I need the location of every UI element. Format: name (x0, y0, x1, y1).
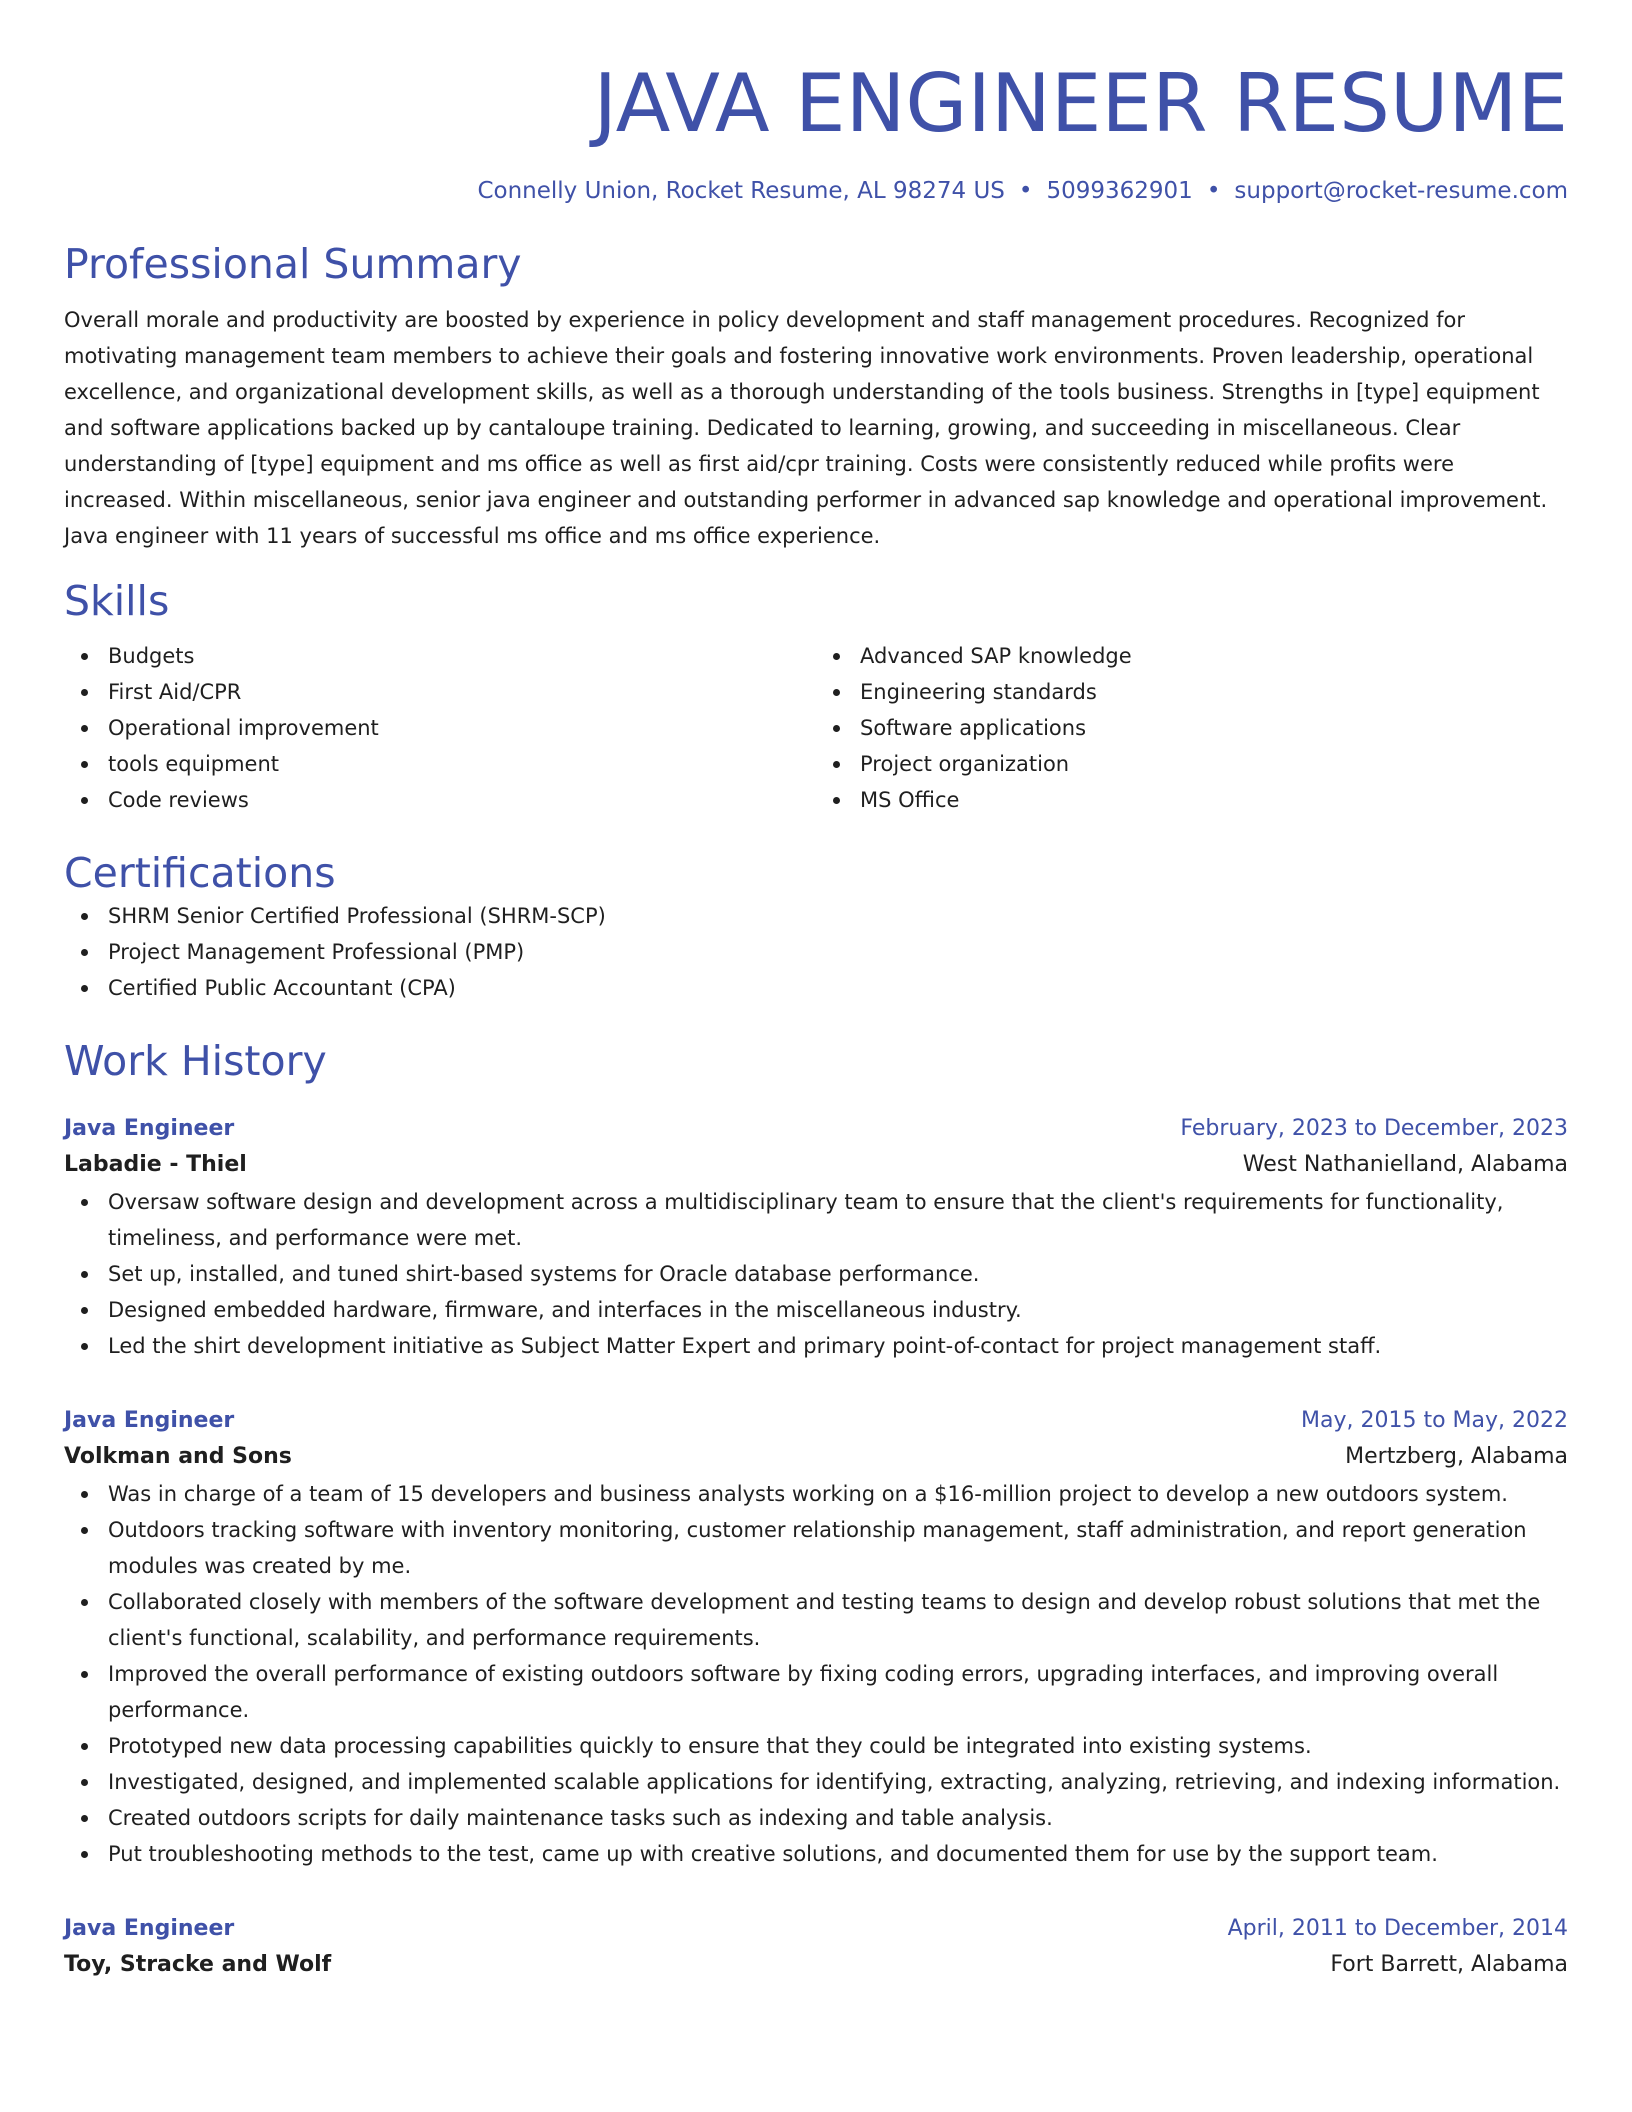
summary-text: Overall morale and productivity are boosted by experience in policy development and staff management procedures. Recognized for motivating management team members to achieve their goals and fostering innovative work environments. Proven leadership, operational excellence, and organizational development skills, as well as a thorough understanding of the tools business. Strengths in [type] equipment and software applications backed up by cantaloupe training. Dedicated to learning, growing, and succeeding in miscellaneous. Clear understanding of [type] equipment and ms office as well as first aid/cpr training. Costs were consistently reduced while profits were increased. Within miscellaneous, senior java engineer and outstanding performer in advanced sap knowledge and operational improvement. Java engineer with 11 years of successful ms office and ms office experience. (64, 308, 1548, 548)
skills-grid (64, 638, 1568, 818)
job-bullets (64, 1476, 1568, 1872)
job-company-row (64, 1946, 1568, 1984)
certifications-heading: Certifications (64, 849, 336, 897)
skill-item: Budgets (108, 638, 816, 674)
job-location: West Nathanielland, Alabama (1242, 1152, 1568, 1177)
job-bullet: Improved the overall performance of existing outdoors software by fixing coding errors, upgrading interfaces, and improving overall performance. (108, 1656, 1568, 1728)
job-company: Labadie - Thiel (64, 1152, 247, 1177)
skill-item: tools equipment (108, 746, 816, 782)
contact-line (64, 176, 1568, 206)
skill-item: Engineering standards (860, 674, 1568, 710)
job-header-row (64, 1112, 1568, 1146)
job-dates: May, 2015 to May, 2022 (1301, 1408, 1568, 1433)
job-bullets (64, 1184, 1568, 1364)
job-bullet: Prototyped new data processing capabilities quickly to ensure that they could be integrated into existing systems. (108, 1728, 1568, 1764)
resume-title: JAVA ENGINEER RESUME (593, 57, 1568, 150)
skills-column-right (816, 638, 1568, 818)
job-bullet: Set up, installed, and tuned shirt-based systems for Oracle database performance. (108, 1256, 1568, 1292)
certification-item: Certified Public Accountant (CPA) (108, 970, 1568, 1006)
job-entry (64, 1112, 1568, 1364)
contact-separator: • (1206, 178, 1221, 204)
job-dates: April, 2011 to December, 2014 (1227, 1916, 1568, 1941)
job-title: Java Engineer (64, 1916, 235, 1941)
job-location: Fort Barrett, Alabama (1330, 1952, 1568, 1977)
job-bullet: Designed embedded hardware, firmware, and interfaces in the miscellaneous industry. (108, 1292, 1568, 1328)
summary-heading: Professional Summary (64, 240, 522, 288)
contact-email[interactable]: support@rocket-resume.com (1234, 178, 1568, 204)
skills-heading: Skills (64, 577, 170, 625)
skill-item: Software applications (860, 710, 1568, 746)
skill-item: Advanced SAP knowledge (860, 638, 1568, 674)
job-header-row (64, 1404, 1568, 1438)
skill-item: First Aid/CPR (108, 674, 816, 710)
contact-phone: 5099362901 (1046, 178, 1193, 204)
job-bullet: Outdoors tracking software with inventory monitoring, customer relationship management, staff administration, and report generation modules was created by me. (108, 1512, 1568, 1584)
job-entry (64, 1912, 1568, 1984)
job-location: Mertzberg, Alabama (1345, 1444, 1568, 1469)
certification-item: Project Management Professional (PMP) (108, 934, 1568, 970)
job-entry (64, 1404, 1568, 1872)
job-company-row (64, 1146, 1568, 1184)
job-bullet: Led the shirt development initiative as Subject Matter Expert and primary point-of-contact for project management staff. (108, 1328, 1568, 1364)
job-bullet: Created outdoors scripts for daily maintenance tasks such as indexing and table analysis. (108, 1800, 1568, 1836)
contact-separator: • (1018, 178, 1033, 204)
job-dates: February, 2023 to December, 2023 (1180, 1116, 1568, 1141)
job-bullet: Put troubleshooting methods to the test, came up with creative solutions, and documented them for use by the support team. (108, 1836, 1568, 1872)
job-company-row (64, 1438, 1568, 1476)
contact-address: Connelly Union, Rocket Resume, AL 98274 US (477, 178, 1005, 204)
certifications-list (64, 898, 1568, 1006)
skill-item: Operational improvement (108, 710, 816, 746)
skills-column-left (64, 638, 816, 818)
job-bullet: Investigated, designed, and implemented scalable applications for identifying, extracting, analyzing, retrieving, and indexing information. (108, 1764, 1568, 1800)
skill-item: Code reviews (108, 782, 816, 818)
job-header-row (64, 1912, 1568, 1946)
job-bullet: Oversaw software design and development across a multidisciplinary team to ensure that the client's requirements for functionality, timeliness, and performance were met. (108, 1184, 1568, 1256)
certification-item: SHRM Senior Certified Professional (SHRM-SCP) (108, 898, 1568, 934)
skill-item: MS Office (860, 782, 1568, 818)
work-history-heading: Work History (64, 1037, 327, 1085)
job-title: Java Engineer (64, 1408, 235, 1433)
job-bullet: Was in charge of a team of 15 developers and business analysts working on a $16-million project to develop a new outdoors system. (108, 1476, 1568, 1512)
job-bullet: Collaborated closely with members of the software development and testing teams to design and develop robust solutions that met the client's functional, scalability, and performance requirements. (108, 1584, 1568, 1656)
skill-item: Project organization (860, 746, 1568, 782)
job-title: Java Engineer (64, 1116, 235, 1141)
job-company: Volkman and Sons (64, 1444, 292, 1469)
job-company: Toy, Stracke and Wolf (64, 1952, 332, 1977)
